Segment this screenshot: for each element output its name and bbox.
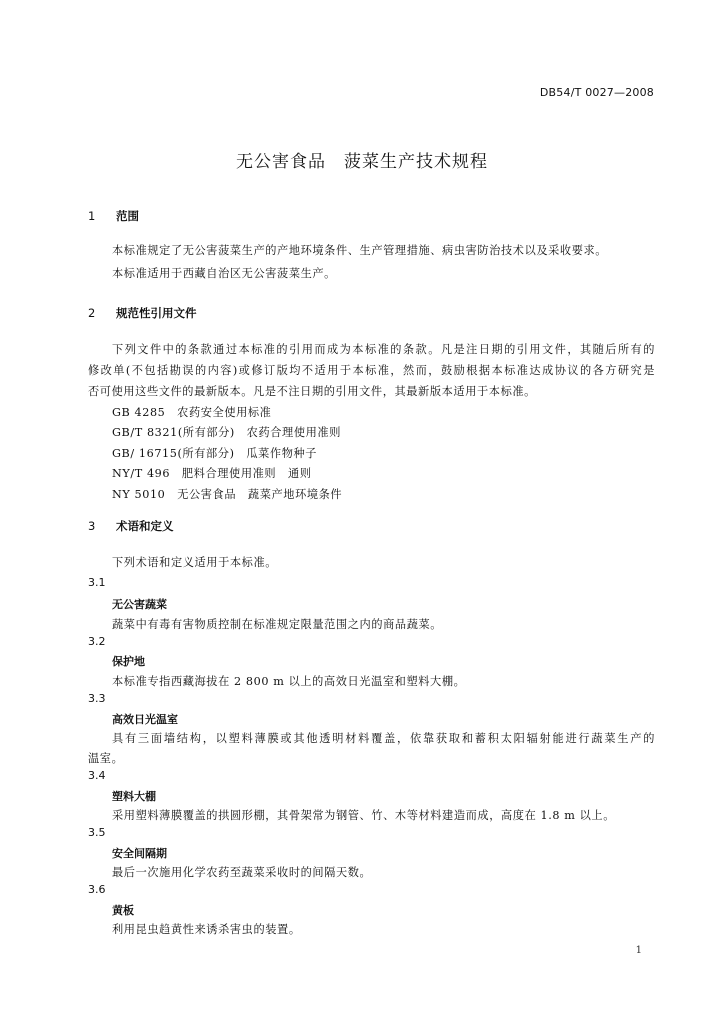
reference-item: NY 5010 无公害食品 蔬菜产地环境条件 — [112, 488, 343, 501]
term-definition: 蔬菜中有毒有害物质控制在标准规定限量范围之内的商品蔬菜。 — [112, 618, 443, 631]
paragraph-line: 下列文件中的条款通过本标准的引用而成为本标准的条款。凡是注日期的引用文件，其随后所有的 — [112, 343, 655, 356]
document-title: 无公害食品 菠菜生产技术规程 — [236, 152, 488, 172]
document-number: DB54/T 0027—2008 — [539, 86, 654, 99]
reference-item: NY/T 496 肥料合理使用准则 通则 — [112, 467, 312, 480]
term-definition: 最后一次施用化学农药至蔬菜采收时的间隔天数。 — [112, 866, 372, 879]
term-definition: 本标准专指西藏海拔在 2 800 m 以上的高效日光温室和塑料大棚。 — [112, 675, 466, 688]
term-title: 塑料大棚 — [112, 790, 156, 803]
section-heading-terms-definitions — [88, 518, 174, 534]
paragraph-line: 本标准适用于西藏自治区无公害菠菜生产。 — [112, 267, 336, 280]
term-definition: 采用塑料薄膜覆盖的拱圆形棚，其骨架常为钢管、竹、木等材料建造而成，高度在 1.8 m 以上。 — [112, 809, 615, 822]
clause-number: 3.2 — [88, 635, 106, 648]
term-title: 无公害蔬菜 — [112, 598, 167, 611]
clause-number: 3.1 — [88, 576, 106, 589]
paragraph-line: 修改单(不包括勘误的内容)或修订版均不适用于本标准，然而，鼓励根据本标准达成协议的各方研究是 — [88, 364, 655, 377]
paragraph-line: 否可使用这些文件的最新版本。凡是不注日期的引用文件，其最新版本适用于本标准。 — [88, 385, 536, 398]
page-number: 1 — [635, 945, 642, 956]
clause-number: 3.5 — [88, 826, 106, 839]
term-title: 安全间隔期 — [112, 847, 167, 860]
reference-item: GB 4285 农药安全使用标准 — [112, 406, 272, 419]
section-title: 术语和定义 — [116, 519, 174, 533]
reference-item: GB/ 16715(所有部分) 瓜菜作物种子 — [112, 447, 318, 460]
reference-item: GB/T 8321(所有部分) 农药合理使用准则 — [112, 426, 341, 439]
paragraph-line: 本标准规定了无公害菠菜生产的产地环境条件、生产管理措施、病虫害防治技术以及采收要求。 — [112, 244, 608, 257]
clause-number: 3.3 — [88, 692, 106, 705]
section-number: 2 — [88, 306, 96, 320]
clause-number: 3.6 — [88, 883, 106, 896]
term-definition: 利用昆虫趋黄性来诱杀害虫的装置。 — [112, 923, 301, 936]
section-number: 1 — [88, 209, 96, 223]
section-title: 范围 — [116, 209, 139, 223]
term-definition: 温室。 — [88, 752, 124, 765]
section-heading-normative-references — [88, 305, 197, 321]
term-title: 黄板 — [112, 904, 134, 917]
clause-number: 3.4 — [88, 769, 106, 782]
term-title: 高效日光温室 — [112, 713, 178, 726]
term-title: 保护地 — [112, 655, 145, 668]
term-definition: 具有三面墙结构，以塑料薄膜或其他透明材料覆盖，依靠获取和蓄积太阳辐射能进行蔬菜生产的 — [112, 732, 655, 745]
section-title: 规范性引用文件 — [116, 306, 197, 320]
paragraph-line: 下列术语和定义适用于本标准。 — [112, 556, 278, 569]
section-number: 3 — [88, 519, 96, 533]
section-heading-scope — [88, 208, 139, 224]
